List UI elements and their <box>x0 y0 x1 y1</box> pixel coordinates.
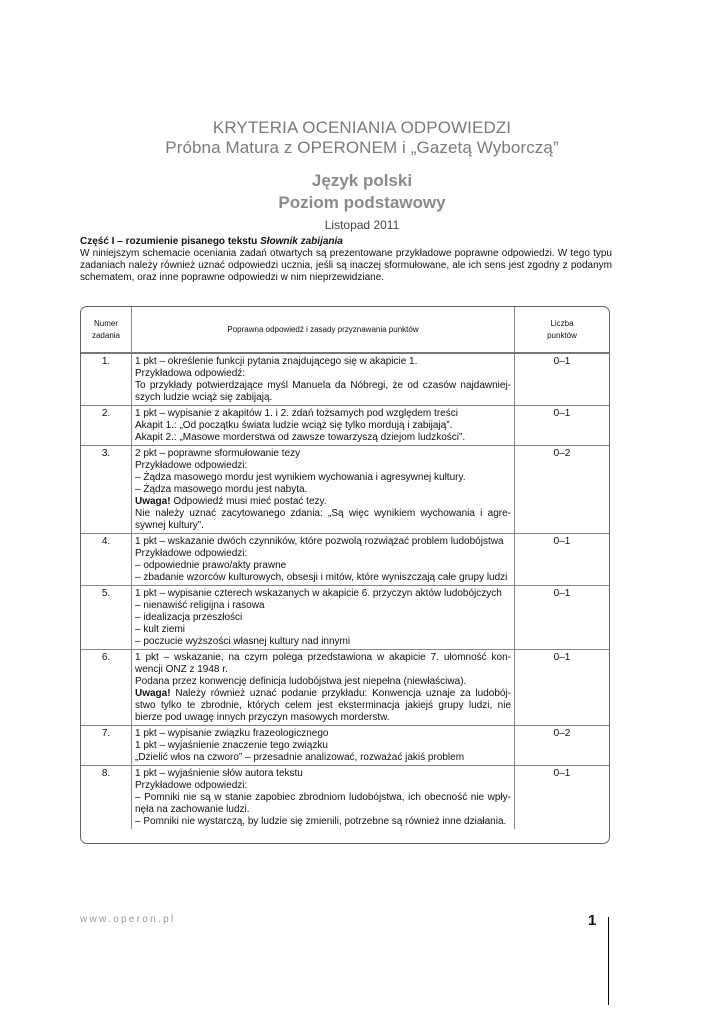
criteria-text: – odpowiednie prawo/akty prawne <box>135 560 287 571</box>
task-number: 7. <box>81 726 132 766</box>
criteria-line <box>135 472 511 484</box>
table-row <box>81 766 609 830</box>
answer-criteria <box>132 650 515 726</box>
criteria-text: – Żądza masowego mordu jest nabyta. <box>135 484 308 495</box>
criteria-text: Nie należy uznać zacytowanego zdania: „Są więc wynikiem wychowania i agre- <box>135 508 511 519</box>
criteria-text: szych ludzie wciąż się zabijają. <box>135 392 273 403</box>
criteria-line <box>135 392 511 404</box>
criteria-text: bierze pod uwagę innych przyczyn masowych morderstw. <box>135 712 390 723</box>
answer-criteria <box>132 534 515 586</box>
criteria-text: 2 pkt – poprawne sformułowanie tezy <box>135 448 301 459</box>
criteria-line <box>135 728 511 740</box>
criteria-line <box>135 380 511 392</box>
criteria-line <box>135 560 511 572</box>
criteria-line <box>135 612 511 624</box>
criteria-text: Przykładowe odpowiedzi: <box>135 548 248 559</box>
table-header-row <box>81 307 609 353</box>
criteria-line <box>135 712 511 724</box>
points-range: 0–1 <box>515 406 610 446</box>
criteria-line <box>135 688 511 700</box>
criteria-line <box>135 536 511 548</box>
answer-criteria <box>132 726 515 766</box>
part-heading <box>80 236 612 248</box>
document-header <box>0 118 724 232</box>
criteria-line <box>135 624 511 636</box>
table-row <box>81 446 609 534</box>
criteria-text: Podana przez konwencję definicja ludobójstwa jest niepełna (niewłaściwa). <box>135 676 467 687</box>
criteria-text: – Pomniki nie są w stanie zapobiec zbrodniom ludobójstwa, ich obecność nie wpły- <box>135 792 511 803</box>
answer-criteria <box>132 766 515 830</box>
task-number: 1. <box>81 353 132 406</box>
points-range: 0–1 <box>515 586 610 650</box>
table-row <box>81 406 609 446</box>
criteria-line <box>135 572 511 584</box>
criteria-text: Akapit 2.: „Masowe morderstwa od zawsze towarzyszą dziejom ludzkości”. <box>135 432 466 443</box>
criteria-line <box>135 508 511 520</box>
criteria-text: sywnej kultury”. <box>135 520 204 531</box>
table-row <box>81 650 609 726</box>
criteria-text: 1 pkt – wskazanie dwóch czynników, które pozwolą rozwiązać problem ludobójstwa <box>135 536 504 547</box>
criteria-title: KRYTERIA OCENIANIA ODPOWIEDZI <box>212 118 512 137</box>
criteria-text: nęła na zachowanie ludzi. <box>135 804 250 815</box>
part-title: Słownik zabijania <box>260 236 343 247</box>
criteria-line <box>135 792 511 804</box>
criteria-line <box>135 448 511 460</box>
criteria-line <box>135 664 511 676</box>
task-number: 6. <box>81 650 132 726</box>
task-number: 2. <box>81 406 132 446</box>
points-range: 0–2 <box>515 726 610 766</box>
exam-date: Listopad 2011 <box>324 218 400 232</box>
task-number: 5. <box>81 586 132 650</box>
part-label: Część I – rozumienie pisanego tekstu <box>80 236 261 247</box>
table-row <box>81 353 609 406</box>
intro-text: W niniejszym schemacie oceniania zadań otwartych są prezentowane przykładowe poprawne odpowiedzi. W tego typu zadaniach należy również uznać odpowiedzi ucznia, jeśli są inaczej sformułowane, ale ich sens jest zgodny z podanym schematem, oraz inne poprawne odpowiedzi w nim nieprzewidziane. <box>80 248 612 283</box>
criteria-line <box>135 700 511 712</box>
criteria-line <box>135 484 511 496</box>
footer-divider <box>608 917 609 1005</box>
criteria-line <box>135 740 511 752</box>
criteria-table <box>80 306 610 844</box>
criteria-text: 1 pkt – wyjaśnienie znaczenie tego związku <box>135 740 328 751</box>
criteria-text: – Żądza masowego mordu jest wynikiem wychowania i agresywnej kultury. <box>135 472 466 483</box>
page-number: 1 <box>588 912 597 929</box>
criteria-line <box>135 548 511 560</box>
criteria-text: Odpowiedź musi mieć postać tezy. <box>170 496 327 507</box>
criteria-line <box>135 520 511 532</box>
task-number: 4. <box>81 534 132 586</box>
table-row <box>81 726 609 766</box>
criteria-line <box>135 356 511 368</box>
footer-url: www.operon.pl <box>80 914 176 925</box>
header-points: Liczba punktów <box>515 307 610 353</box>
criteria-line <box>135 804 511 816</box>
criteria-line <box>135 652 511 664</box>
level-title: Poziom podstawowy <box>278 193 446 212</box>
criteria-text: „Dzielić włos na czworo” – przesadnie analizować, rozważać jakiś problem <box>135 752 465 763</box>
answer-criteria <box>132 586 515 650</box>
task-number: 8. <box>101 768 111 779</box>
exam-title: Próbna Matura z OPERONEM i „Gazetą Wyborczą” <box>165 138 559 157</box>
points-range: 0–1 <box>515 353 610 406</box>
criteria-text: – kult ziemi <box>135 624 186 635</box>
criteria-line <box>135 636 511 648</box>
criteria-line <box>135 676 511 688</box>
header-answer: Poprawna odpowiedź i zasady przyznawania punktów <box>132 307 515 353</box>
note-label: Uwaga! <box>135 688 171 699</box>
criteria-line <box>135 420 511 432</box>
table-row <box>81 534 609 586</box>
criteria-line <box>135 816 511 828</box>
criteria-text: Przykładowa odpowiedź: <box>135 368 246 379</box>
criteria-text: – poczucie wyższości własnej kultury nad innymi <box>135 636 351 647</box>
criteria-text: 1 pkt – wypisanie związku frazeologicznego <box>135 728 329 739</box>
points-range: 0–2 <box>515 446 610 534</box>
criteria-text: – nienawiść religijna i rasowa <box>135 600 265 611</box>
criteria-line <box>135 752 511 764</box>
criteria-text: Przykładowe odpowiedzi: <box>135 780 248 791</box>
criteria-text: wencji ONZ z 1948 r. <box>135 664 228 675</box>
criteria-text: 1 pkt – określenie funkcji pytania znajdującego się w akapicie 1. <box>135 356 418 367</box>
points-range: 0–1 <box>515 534 610 586</box>
criteria-text: To przykłady potwierdzające myśl Manuela da Nóbregi, że od czasów najdawniej- <box>135 380 511 391</box>
criteria-text: 1 pkt – wyjaśnienie słów autora tekstu <box>135 768 303 779</box>
criteria-text: – zbadanie wzorców kulturowych, obsesji i mitów, które wyniszczają całe grupy ludzi <box>135 572 508 583</box>
header-task-number: Numer zadania <box>81 307 132 353</box>
criteria-line <box>135 780 511 792</box>
criteria-line <box>135 600 511 612</box>
points-range: 0–1 <box>515 650 610 726</box>
points-range: 0–1 <box>515 766 610 830</box>
criteria-line <box>135 588 511 600</box>
subject-title: Język polski <box>311 171 413 190</box>
criteria-text: stwo tylko te zbrodnie, których celem jest eksterminacja jakiejś grupy ludzi, nie <box>135 700 511 711</box>
intro-section <box>80 236 612 284</box>
criteria-text: – idealizacja przeszłości <box>135 612 243 623</box>
table-row <box>81 586 609 650</box>
criteria-line <box>135 768 511 780</box>
criteria-text: 1 pkt – wypisanie czterech wskazanych w akapicie 6. przyczyn aktów ludobójczych <box>135 588 502 599</box>
criteria-text: 1 pkt – wskazanie, na czym polega przedstawiona w akapicie 7. ułomność kon- <box>135 652 511 663</box>
task-number: 3. <box>81 446 132 534</box>
answer-criteria <box>132 446 515 534</box>
criteria-line <box>135 408 511 420</box>
answer-criteria <box>132 353 515 406</box>
answer-criteria <box>132 406 515 446</box>
criteria-line <box>135 368 511 380</box>
criteria-text: Akapit 1.: „Od początku świata ludzie wciąż się tylko mordują i zabijają”. <box>135 420 453 431</box>
criteria-line <box>135 460 511 472</box>
criteria-line <box>135 496 511 508</box>
criteria-text: Przykładowe odpowiedzi: <box>135 460 248 471</box>
criteria-line <box>135 432 511 444</box>
criteria-text: – Pomniki nie wystarczą, by ludzie się zmienili, potrzebne są również inne działania. <box>135 816 507 827</box>
criteria-text: 1 pkt – wypisanie z akapitów 1. i 2. zdań tożsamych pod względem treści <box>135 408 458 419</box>
criteria-text: Należy również uznać podanie przykładu: Konwencja uznaje za ludobój- <box>170 688 511 699</box>
note-label: Uwaga! <box>135 496 171 507</box>
